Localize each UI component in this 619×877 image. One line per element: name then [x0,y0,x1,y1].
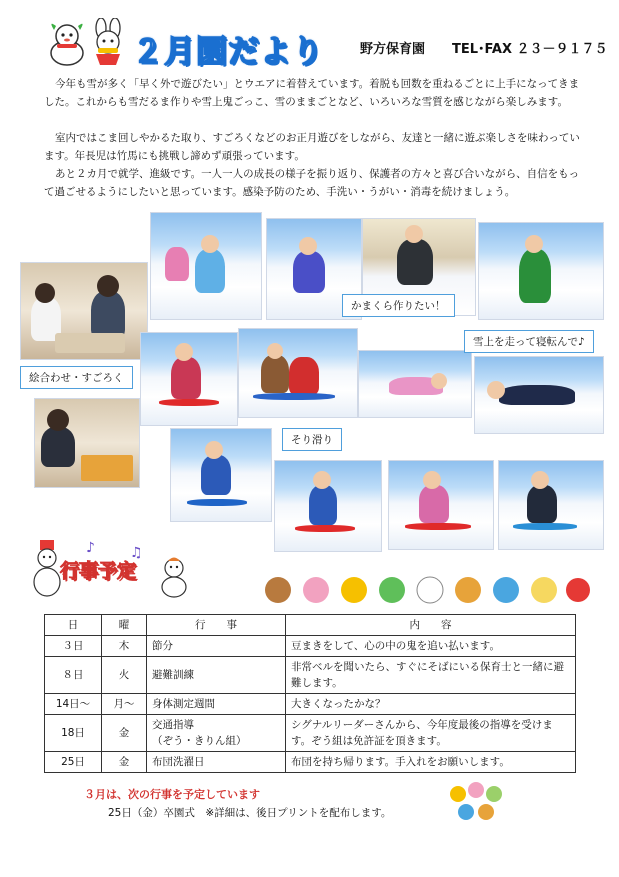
table-row [45,715,576,752]
snowman-icon [32,540,62,598]
column-header-day: 日 [45,615,102,636]
kids-group-icon [446,780,508,826]
column-header-detail: 内 容 [286,615,576,636]
snowman-icon [44,22,90,66]
table-row [45,752,576,773]
newsletter-title: ２月園だより [132,34,324,70]
caption-kamakura: かまくら作りたい！ [342,294,455,317]
bunny-icon [86,18,130,66]
event-name: 交通指導 [152,719,194,731]
event-detail: 豆まきをして、心の中の鬼を追い払います。 [286,636,576,657]
photo-sled-red-2 [274,460,382,552]
intro-paragraph-3: あと２カ月で就学、進級です。一人一人の成長の様子を振り返り、保護者の方々と喜び合いながら、自信をもって過ごせるようにしたいと思っています。感染予防のため、手洗い・うがい・消毒を続けましょう。 [44,168,580,198]
event-day: 18日 [45,715,102,752]
caption-running: 雪上を走って寝転んで♪ [464,330,594,353]
event-name-sub: （ぞう・きりん組） [152,735,247,747]
march-event-line: 25日（金）卒園式 ※詳細は、後日プリントを配布します。 [108,807,392,819]
music-note-icon: ♪ [86,540,95,556]
photo-snow-play-1 [150,212,262,320]
table-row [45,636,576,657]
event-weekday: 木 [102,636,147,657]
phone-fax: TEL･FAX ２３－９１７５ [452,42,608,57]
table-row [45,694,576,715]
column-header-event: 行 事 [147,615,286,636]
photo-sled-blue-2 [498,460,604,550]
photo-sled-red-3 [388,460,494,550]
intro-paragraph-2: 室内ではこま回しやかるた取り、すごろくなどのお正月遊びをしながら、友達と一緒に遊ぶ楽しさを味わっています。年長児は竹馬にも挑戦し諦めず頑張っています。 [44,132,580,162]
event-weekday: 金 [102,715,147,752]
event-detail: シグナルリーダーさんから、今年度最後の指導を受けます。ぞう組は免許証を頂きます。 [286,715,576,752]
event-weekday: 火 [102,657,147,694]
event-name: 布団洗濯日 [147,752,286,773]
event-name: 避難訓練 [147,657,286,694]
photo-lying-in-snow-1 [358,350,472,418]
event-day: ８日 [45,657,102,694]
intro-paragraph-1: 今年も雪が多く「早く外で遊びたい」とウエアに着替えています。着脱も回数を重ねるごとに上手になってきました。これからも雪だるま作りや雪上鬼ごっこ、雪のままごとなど、いろいろな雪質を感じながら楽しみます。 [44,78,580,108]
events-table [44,614,576,773]
event-detail: 布団を持ち帰ります。手入れをお願いします。 [286,752,576,773]
photo-sled-group [238,328,358,418]
event-weekday: 金 [102,752,147,773]
event-name: 節分 [147,636,286,657]
photo-sled-red-1 [140,332,238,426]
photo-sled-blue-1 [170,428,272,522]
table-row [45,657,576,694]
photo-lying-in-snow-2 [474,356,604,434]
table-header-row [45,615,576,636]
caption-sledding: そり滑り [282,428,342,451]
event-name-cell [147,715,286,752]
nursery-name: 野方保育園 [360,42,426,57]
photo-indoor-sugoroku [34,398,140,488]
event-detail: 大きくなったかな？ [286,694,576,715]
events-title: 行事予定 [60,560,137,582]
event-name: 身体測定週間 [147,694,286,715]
event-weekday: 月～ [102,694,147,715]
caption-indoor: 絵合わせ・すごろく [20,366,133,389]
animal-friends-icon [262,572,592,606]
music-note-icon: ♫ [130,545,143,561]
event-day: ３日 [45,636,102,657]
event-day: 25日 [45,752,102,773]
column-header-weekday: 曜 [102,615,147,636]
photo-indoor-cards [20,262,148,360]
event-day: 14日～ [45,694,102,715]
photo-snow-play-4 [478,222,604,320]
event-detail: 非常ベルを聞いたら、すぐにそばにいる保育士と一緒に避難します。 [286,657,576,694]
snowman-icon [158,556,190,598]
march-heading: ３月は、次の行事を予定しています [84,788,260,801]
